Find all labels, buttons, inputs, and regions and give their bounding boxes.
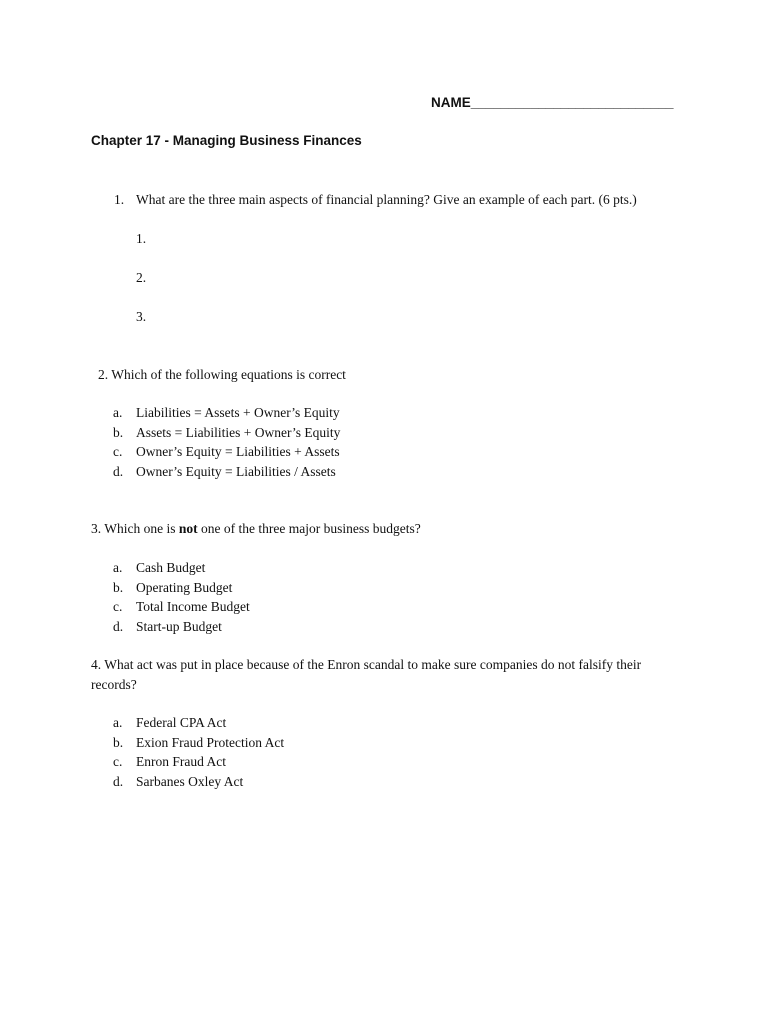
answer-blank-1: 1. [136,231,147,246]
option-letter: b. [113,735,124,750]
option-text: Assets = Liabilities + Owner’s Equity [136,425,341,440]
question-3-text [91,522,421,536]
option-text: Total Income Budget [136,599,250,614]
name-field-label: NAME___________________________ [431,95,674,110]
option-letter: d. [113,619,124,634]
question-2-text: 2. Which of the following equations is correct [98,367,346,382]
option-text: Enron Fraud Act [136,754,226,769]
option-letter: c. [113,444,123,459]
question-3-text-start: 3. Which one is [91,521,179,536]
answer-blank-3: 3. [136,309,147,324]
option-text: Cash Budget [136,560,206,575]
option-letter: b. [113,580,124,595]
option-letter: a. [113,715,123,730]
option-letter: b. [113,425,124,440]
option-text: Owner’s Equity = Liabilities + Assets [136,444,340,459]
question-1-text: What are the three main aspects of financial planning? Give an example of each part. (6 pts.) [136,192,637,207]
question-1-number: 1. [114,192,125,207]
option-letter: c. [113,754,123,769]
option-letter: d. [113,464,124,479]
page-title: Chapter 17 - Managing Business Finances [91,133,362,148]
option-letter: a. [113,560,123,575]
option-letter: d. [113,774,124,789]
answer-blank-2: 2. [136,270,147,285]
question-4-text-line-1: 4. What act was put in place because of the Enron scandal to make sure companies do not falsify their [91,657,642,672]
option-letter: c. [113,599,123,614]
question-4-text-line-2: records? [91,677,137,692]
option-text: Start-up Budget [136,619,222,634]
question-3-emphasis: not [178,521,198,536]
option-letter: a. [113,405,123,420]
option-text: Federal CPA Act [136,715,227,730]
question-3-text-end: one of the three major business budgets? [197,521,421,536]
option-text: Owner’s Equity = Liabilities / Assets [136,464,336,479]
option-text: Sarbanes Oxley Act [136,774,244,789]
option-text: Liabilities = Assets + Owner’s Equity [136,405,340,420]
option-text: Operating Budget [136,580,233,595]
option-text: Exion Fraud Protection Act [136,735,285,750]
